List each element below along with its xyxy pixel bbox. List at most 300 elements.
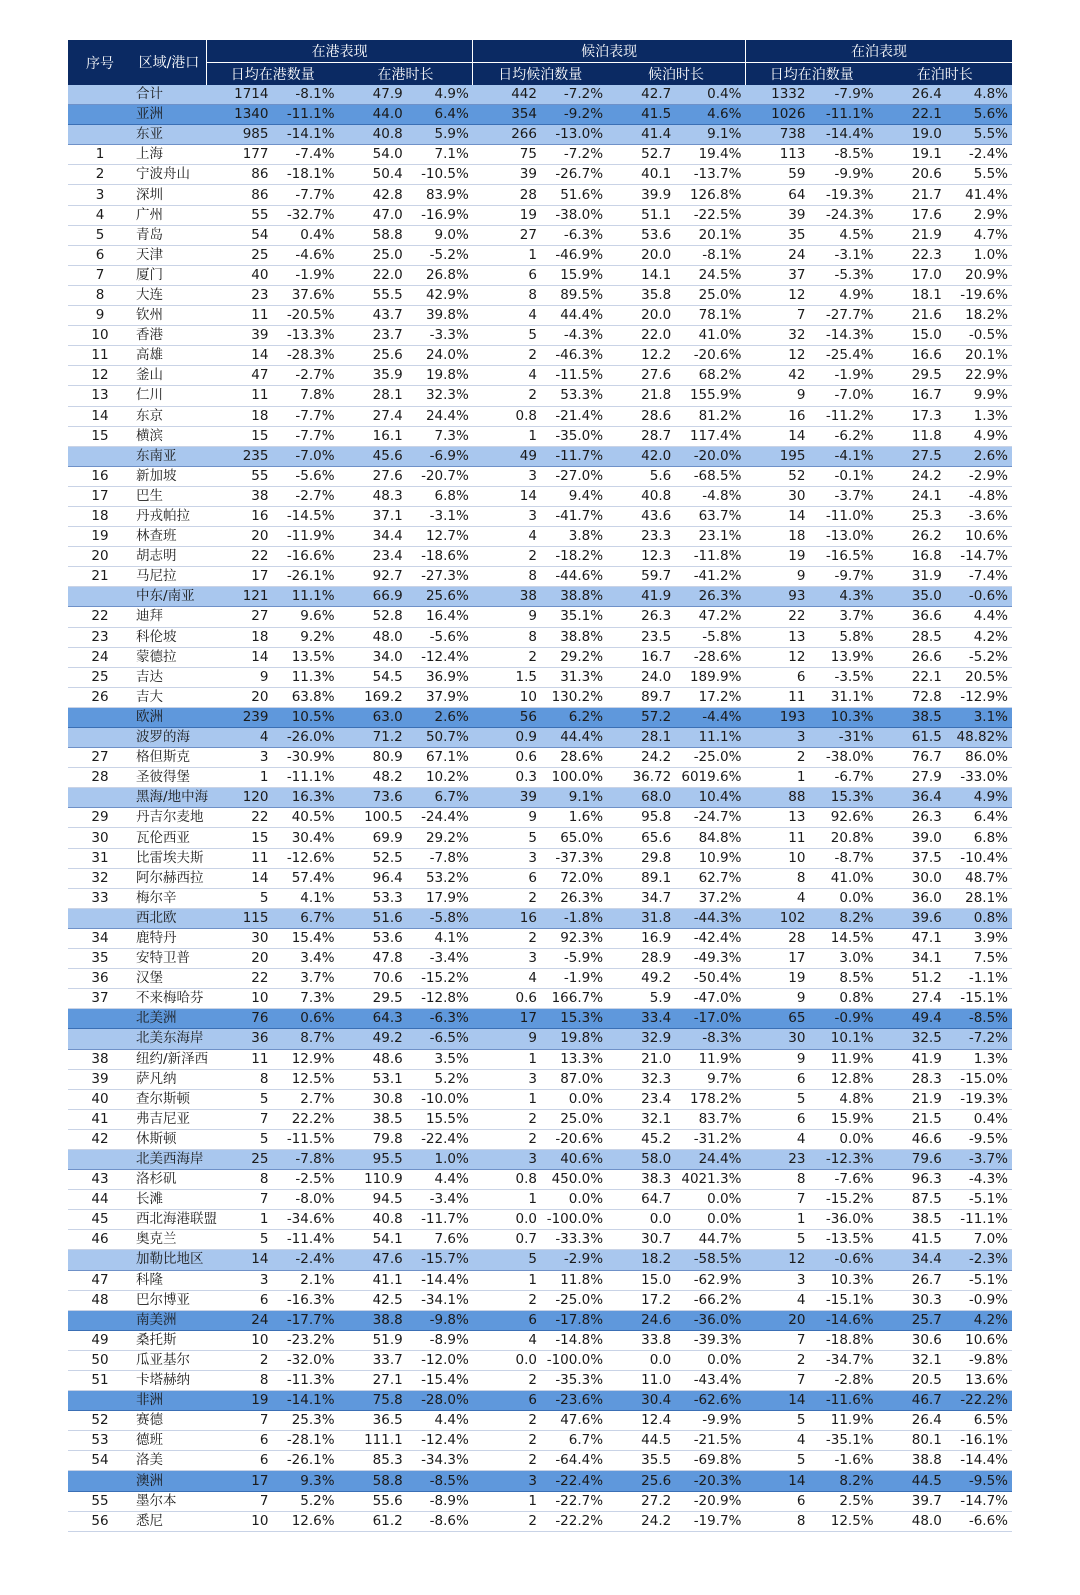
row-value-cell: -17.8% [541, 1310, 607, 1330]
row-value-cell: 44.7% [675, 1230, 745, 1250]
row-value-cell: 9 [745, 1049, 809, 1069]
row-value-cell: 6.8% [407, 486, 473, 506]
row-value-cell: 23 [745, 1149, 809, 1169]
row-value-cell: 15 [206, 828, 272, 848]
row-value-cell: -9.9% [809, 165, 877, 185]
row-value-cell: 16.9 [607, 928, 675, 948]
row-value-cell: 45.6 [339, 446, 407, 466]
row-value-cell: 47.6 [339, 1250, 407, 1270]
row-value-cell: 18.2% [946, 306, 1012, 326]
row-value-cell: 26.8% [407, 265, 473, 285]
row-value-cell: -14.8% [541, 1330, 607, 1350]
row-value-cell: -100.0% [541, 1350, 607, 1370]
row-value-cell: 16.8 [878, 547, 946, 567]
row-value-cell: 6 [473, 1391, 541, 1411]
row-value-cell: -22.5% [675, 205, 745, 225]
row-name: 马尼拉 [132, 567, 206, 587]
row-value-cell: 44.5 [878, 1471, 946, 1491]
row-value-cell: 10 [206, 989, 272, 1009]
row-value-cell: -3.4% [407, 1190, 473, 1210]
row-seq: 22 [68, 607, 132, 627]
row-value-cell: 47.8 [339, 949, 407, 969]
row-value-cell: 26.4 [878, 1411, 946, 1431]
row-value-cell: 52.7 [607, 145, 675, 165]
row-value-cell: 71.2 [339, 728, 407, 748]
row-value-cell: 80.1 [878, 1431, 946, 1451]
row-value-cell: 2 [473, 547, 541, 567]
row-value-cell: 12.9% [272, 1049, 338, 1069]
row-value-cell: 54.0 [339, 145, 407, 165]
row-value-cell: 18.1 [878, 285, 946, 305]
row-value-cell: 13.6% [946, 1371, 1012, 1391]
row-value-cell: 1 [473, 426, 541, 446]
row-value-cell: 1 [473, 1049, 541, 1069]
row-seq: 3 [68, 185, 132, 205]
row-value-cell: 19.0 [878, 125, 946, 145]
row-value-cell: 121 [206, 587, 272, 607]
row-value-cell: -1.6% [809, 1451, 877, 1471]
row-name: 仁川 [132, 386, 206, 406]
row-value-cell: 76.7 [878, 748, 946, 768]
row-value-cell: 3 [473, 949, 541, 969]
sub-row [68, 446, 1012, 466]
row-seq: 12 [68, 366, 132, 386]
row-value-cell: -2.9% [946, 466, 1012, 486]
major-row [68, 707, 1012, 727]
row-value-cell: 18 [206, 406, 272, 426]
row-value-cell: 8.5% [809, 969, 877, 989]
row-value-cell: -5.3% [809, 265, 877, 285]
table-row [68, 667, 1012, 687]
table-row [68, 748, 1012, 768]
row-value-cell: 28.1 [607, 728, 675, 748]
row-value-cell: 3 [206, 748, 272, 768]
row-value-cell: 41.9 [607, 587, 675, 607]
row-value-cell: -1.9% [541, 969, 607, 989]
row-value-cell: 2 [745, 1350, 809, 1370]
row-value-cell: -9.8% [946, 1350, 1012, 1370]
row-value-cell: 48.2 [339, 768, 407, 788]
table-row [68, 1491, 1012, 1511]
row-seq [68, 788, 132, 808]
row-name: 迪拜 [132, 607, 206, 627]
row-value-cell: 235 [206, 446, 272, 466]
row-value-cell: 10 [473, 687, 541, 707]
header-row-subs [68, 63, 1012, 86]
sub-row [68, 1250, 1012, 1270]
row-value-cell: 27.4 [339, 406, 407, 426]
row-value-cell: 68.0 [607, 788, 675, 808]
row-value-cell: 20 [206, 949, 272, 969]
row-value-cell: 16 [745, 406, 809, 426]
row-value-cell: 44.5 [607, 1431, 675, 1451]
row-value-cell: -18.6% [407, 547, 473, 567]
row-name: 欧洲 [132, 707, 206, 727]
row-value-cell: -7.8% [407, 848, 473, 868]
row-value-cell: 3.4% [272, 949, 338, 969]
row-value-cell: 8.2% [809, 908, 877, 928]
row-value-cell: 16.6 [878, 346, 946, 366]
row-value-cell: -19.3% [809, 185, 877, 205]
row-value-cell: -7.2% [946, 1029, 1012, 1049]
row-name: 赛德 [132, 1411, 206, 1431]
row-value-cell: -5.1% [946, 1190, 1012, 1210]
row-value-cell: 20.5 [878, 1371, 946, 1391]
row-value-cell: 44.0 [339, 105, 407, 125]
row-value-cell: 2 [473, 346, 541, 366]
row-value-cell: 2 [473, 1129, 541, 1149]
row-seq [68, 587, 132, 607]
row-seq: 28 [68, 768, 132, 788]
major-row [68, 105, 1012, 125]
row-value-cell: -32.7% [272, 205, 338, 225]
row-value-cell: 48.7% [946, 868, 1012, 888]
row-value-cell: -14.4% [946, 1451, 1012, 1471]
row-seq: 7 [68, 265, 132, 285]
row-value-cell: -20.0% [675, 446, 745, 466]
row-value-cell: 8 [745, 868, 809, 888]
row-value-cell: 83.7% [675, 1109, 745, 1129]
row-value-cell: 7 [206, 1109, 272, 1129]
row-value-cell: 24.2 [607, 1511, 675, 1531]
row-value-cell: 40 [206, 265, 272, 285]
row-value-cell: -3.6% [946, 506, 1012, 526]
row-value-cell: 20.0 [607, 306, 675, 326]
row-value-cell: 11.9% [809, 1049, 877, 1069]
row-value-cell: 41.1 [339, 1270, 407, 1290]
row-name: 丹吉尔麦地 [132, 808, 206, 828]
row-value-cell: -32.0% [272, 1350, 338, 1370]
row-value-cell: -36.0% [675, 1310, 745, 1330]
row-value-cell: -17.7% [272, 1310, 338, 1330]
port-performance-table-container [68, 40, 1012, 1532]
row-value-cell: 5.5% [946, 125, 1012, 145]
table-row [68, 1270, 1012, 1290]
row-name: 北美东海岸 [132, 1029, 206, 1049]
table-row [68, 1411, 1012, 1431]
row-value-cell: 2 [473, 1371, 541, 1391]
row-value-cell: 4.7% [946, 225, 1012, 245]
row-value-cell: 14 [745, 1471, 809, 1491]
row-value-cell: -44.3% [675, 908, 745, 928]
row-value-cell: -14.7% [946, 1491, 1012, 1511]
row-value-cell: 66.9 [339, 587, 407, 607]
row-value-cell: 31.9 [878, 567, 946, 587]
row-value-cell: 26.3 [878, 808, 946, 828]
row-value-cell: 12.4 [607, 1411, 675, 1431]
table-row [68, 1451, 1012, 1471]
row-value-cell: 76 [206, 1009, 272, 1029]
row-name: 长滩 [132, 1190, 206, 1210]
row-name: 休斯顿 [132, 1129, 206, 1149]
row-value-cell: -41.2% [675, 567, 745, 587]
row-seq: 14 [68, 406, 132, 426]
row-value-cell: -14.1% [272, 125, 338, 145]
row-value-cell: 7.3% [272, 989, 338, 1009]
row-value-cell: 126.8% [675, 185, 745, 205]
row-seq: 2 [68, 165, 132, 185]
row-name: 格但斯克 [132, 748, 206, 768]
row-value-cell: 23.3 [607, 527, 675, 547]
row-value-cell: 8 [206, 1069, 272, 1089]
row-value-cell: -20.7% [407, 466, 473, 486]
row-value-cell: 9.2% [272, 627, 338, 647]
row-seq: 11 [68, 346, 132, 366]
row-value-cell: 49.2 [607, 969, 675, 989]
row-value-cell: 4.9% [407, 85, 473, 105]
row-value-cell: 3 [473, 1069, 541, 1089]
table-row [68, 165, 1012, 185]
row-value-cell: 29.2% [541, 647, 607, 667]
row-value-cell: 20.0 [607, 245, 675, 265]
sub-row [68, 788, 1012, 808]
row-value-cell: 2 [473, 1431, 541, 1451]
row-value-cell: 32 [745, 326, 809, 346]
row-value-cell: 30.6 [878, 1330, 946, 1350]
row-value-cell: 5 [206, 1230, 272, 1250]
row-value-cell: 59.7 [607, 567, 675, 587]
sub-row [68, 587, 1012, 607]
row-value-cell: -11.2% [809, 406, 877, 426]
row-seq [68, 728, 132, 748]
row-value-cell: 1332 [745, 85, 809, 105]
row-value-cell: -3.1% [407, 506, 473, 526]
row-value-cell: -4.1% [809, 446, 877, 466]
row-value-cell: 5.2% [272, 1491, 338, 1511]
row-value-cell: 52 [745, 466, 809, 486]
row-value-cell: 22 [745, 607, 809, 627]
row-value-cell: 72.0% [541, 868, 607, 888]
row-value-cell: 8 [206, 1371, 272, 1391]
header-sub-in-port-count: 日均在港数量 [206, 63, 338, 86]
row-value-cell: 169.2 [339, 687, 407, 707]
row-value-cell: -10.5% [407, 165, 473, 185]
row-seq [68, 125, 132, 145]
row-value-cell: 36 [206, 1029, 272, 1049]
row-value-cell: 8 [206, 1170, 272, 1190]
row-value-cell: 0.0 [473, 1210, 541, 1230]
row-value-cell: 25.3 [878, 506, 946, 526]
row-name: 澳洲 [132, 1471, 206, 1491]
row-value-cell: 4.4% [946, 607, 1012, 627]
row-value-cell: -13.0% [809, 527, 877, 547]
row-value-cell: 31.1% [809, 687, 877, 707]
row-name: 悉尼 [132, 1511, 206, 1531]
row-value-cell: 32.9 [607, 1029, 675, 1049]
row-value-cell: -27.3% [407, 567, 473, 587]
row-value-cell: 4021.3% [675, 1170, 745, 1190]
row-value-cell: 65 [745, 1009, 809, 1029]
row-value-cell: 1.3% [946, 406, 1012, 426]
row-value-cell: 7.3% [407, 426, 473, 446]
row-value-cell: 35.8 [607, 285, 675, 305]
row-value-cell: 10 [745, 848, 809, 868]
row-value-cell: -11.1% [272, 105, 338, 125]
row-value-cell: 42.7 [607, 85, 675, 105]
row-value-cell: -41.7% [541, 506, 607, 526]
row-value-cell: 11 [206, 306, 272, 326]
row-value-cell: 27.9 [878, 768, 946, 788]
row-value-cell: 4 [473, 306, 541, 326]
row-value-cell: 24.2 [878, 466, 946, 486]
row-value-cell: 0.6 [473, 989, 541, 1009]
row-value-cell: -14.4% [407, 1270, 473, 1290]
row-value-cell: -46.3% [541, 346, 607, 366]
row-value-cell: 10.6% [946, 527, 1012, 547]
row-value-cell: 130.2% [541, 687, 607, 707]
row-name: 釜山 [132, 366, 206, 386]
row-value-cell: 12 [745, 647, 809, 667]
row-seq [68, 1310, 132, 1330]
row-value-cell: -9.7% [809, 567, 877, 587]
row-value-cell: -11.8% [675, 547, 745, 567]
row-value-cell: 25.0% [675, 285, 745, 305]
row-value-cell: 40.6% [541, 1149, 607, 1169]
row-value-cell: 6 [206, 1431, 272, 1451]
row-value-cell: 41.4% [946, 185, 1012, 205]
row-value-cell: -13.0% [541, 125, 607, 145]
table-row [68, 567, 1012, 587]
row-value-cell: 56 [473, 707, 541, 727]
row-value-cell: 11.1% [272, 587, 338, 607]
row-value-cell: 15.9% [809, 1109, 877, 1129]
table-row [68, 527, 1012, 547]
row-value-cell: 92.3% [541, 928, 607, 948]
row-value-cell: 16.4% [407, 607, 473, 627]
row-value-cell: 4.8% [946, 85, 1012, 105]
row-seq [68, 1391, 132, 1411]
row-value-cell: 25.6% [407, 587, 473, 607]
row-value-cell: 0.6 [473, 748, 541, 768]
row-value-cell: 2.6% [407, 707, 473, 727]
row-value-cell: 11 [206, 386, 272, 406]
row-value-cell: 17 [745, 949, 809, 969]
row-value-cell: 7 [206, 1491, 272, 1511]
row-value-cell: 39 [473, 788, 541, 808]
row-value-cell: 38.8% [541, 627, 607, 647]
row-seq: 24 [68, 647, 132, 667]
row-seq: 6 [68, 245, 132, 265]
row-value-cell: -16.5% [809, 547, 877, 567]
row-value-cell: 86 [206, 165, 272, 185]
row-value-cell: 1.5 [473, 667, 541, 687]
row-value-cell: 67.1% [407, 748, 473, 768]
row-value-cell: 21.9 [878, 1089, 946, 1109]
row-value-cell: 1 [473, 1491, 541, 1511]
row-value-cell: 30.7 [607, 1230, 675, 1250]
row-value-cell: 20.1% [675, 225, 745, 245]
row-value-cell: 8 [473, 567, 541, 587]
row-value-cell: 4.2% [946, 627, 1012, 647]
row-value-cell: 3.0% [809, 949, 877, 969]
row-value-cell: -26.1% [272, 567, 338, 587]
row-value-cell: -8.7% [809, 848, 877, 868]
row-name: 东南亚 [132, 446, 206, 466]
row-value-cell: 6 [473, 1310, 541, 1330]
row-name: 广州 [132, 205, 206, 225]
row-value-cell: 39 [473, 165, 541, 185]
row-value-cell: -34.6% [272, 1210, 338, 1230]
table-row [68, 306, 1012, 326]
row-value-cell: -7.8% [272, 1149, 338, 1169]
row-value-cell: 23.1% [675, 527, 745, 547]
row-value-cell: 3 [473, 1471, 541, 1491]
row-value-cell: 51.9 [339, 1330, 407, 1350]
row-value-cell: -8.5% [946, 1009, 1012, 1029]
row-value-cell: 49.4 [878, 1009, 946, 1029]
row-value-cell: -20.6% [675, 346, 745, 366]
table-row [68, 1170, 1012, 1190]
row-value-cell: 38.8% [541, 587, 607, 607]
row-value-cell: 26.3 [607, 607, 675, 627]
row-value-cell: 9.4% [541, 486, 607, 506]
sub-row [68, 1149, 1012, 1169]
row-value-cell: -12.6% [272, 848, 338, 868]
row-value-cell: 0.0% [675, 1350, 745, 1370]
row-name: 西北海港联盟 [132, 1210, 206, 1230]
row-value-cell: -11.1% [946, 1210, 1012, 1230]
row-value-cell: 6 [473, 265, 541, 285]
row-name: 黑海/地中海 [132, 788, 206, 808]
row-value-cell: -33.0% [946, 768, 1012, 788]
row-value-cell: -34.1% [407, 1290, 473, 1310]
row-value-cell: -12.4% [407, 1431, 473, 1451]
row-value-cell: 36.6 [878, 607, 946, 627]
row-value-cell: 4 [473, 527, 541, 547]
row-value-cell: 42.5 [339, 1290, 407, 1310]
row-value-cell: 22.0 [339, 265, 407, 285]
row-value-cell: 58.8 [339, 1471, 407, 1491]
table-row [68, 1230, 1012, 1250]
row-value-cell: 6019.6% [675, 768, 745, 788]
row-value-cell: 0.0% [541, 1190, 607, 1210]
row-value-cell: 450.0% [541, 1170, 607, 1190]
row-value-cell: 155.9% [675, 386, 745, 406]
table-row [68, 1190, 1012, 1210]
row-value-cell: 59 [745, 165, 809, 185]
row-value-cell: 14 [206, 346, 272, 366]
row-value-cell: 1.6% [541, 808, 607, 828]
row-value-cell: 70.6 [339, 969, 407, 989]
row-value-cell: 21.0 [607, 1049, 675, 1069]
row-value-cell: 25 [206, 1149, 272, 1169]
row-value-cell: -11.5% [272, 1129, 338, 1149]
row-value-cell: 7.6% [407, 1230, 473, 1250]
row-value-cell: 7 [206, 1411, 272, 1431]
row-value-cell: -14.6% [809, 1310, 877, 1330]
row-value-cell: -0.6% [946, 587, 1012, 607]
row-value-cell: 0.6% [272, 1009, 338, 1029]
table-row [68, 1109, 1012, 1129]
table-row [68, 1371, 1012, 1391]
row-seq: 35 [68, 949, 132, 969]
row-value-cell: 6 [745, 667, 809, 687]
row-value-cell: 46.7 [878, 1391, 946, 1411]
row-seq: 5 [68, 225, 132, 245]
row-value-cell: 11.9% [809, 1411, 877, 1431]
row-seq: 50 [68, 1350, 132, 1370]
row-value-cell: -8.0% [272, 1190, 338, 1210]
row-value-cell: 11.1% [675, 728, 745, 748]
row-value-cell: -50.4% [675, 969, 745, 989]
row-value-cell: -7.7% [272, 426, 338, 446]
row-value-cell: 24.0% [407, 346, 473, 366]
row-value-cell: 12.8% [809, 1069, 877, 1089]
row-value-cell: 102 [745, 908, 809, 928]
row-value-cell: 39.8% [407, 306, 473, 326]
row-value-cell: 34.4 [339, 527, 407, 547]
row-value-cell: 5.9 [607, 989, 675, 1009]
